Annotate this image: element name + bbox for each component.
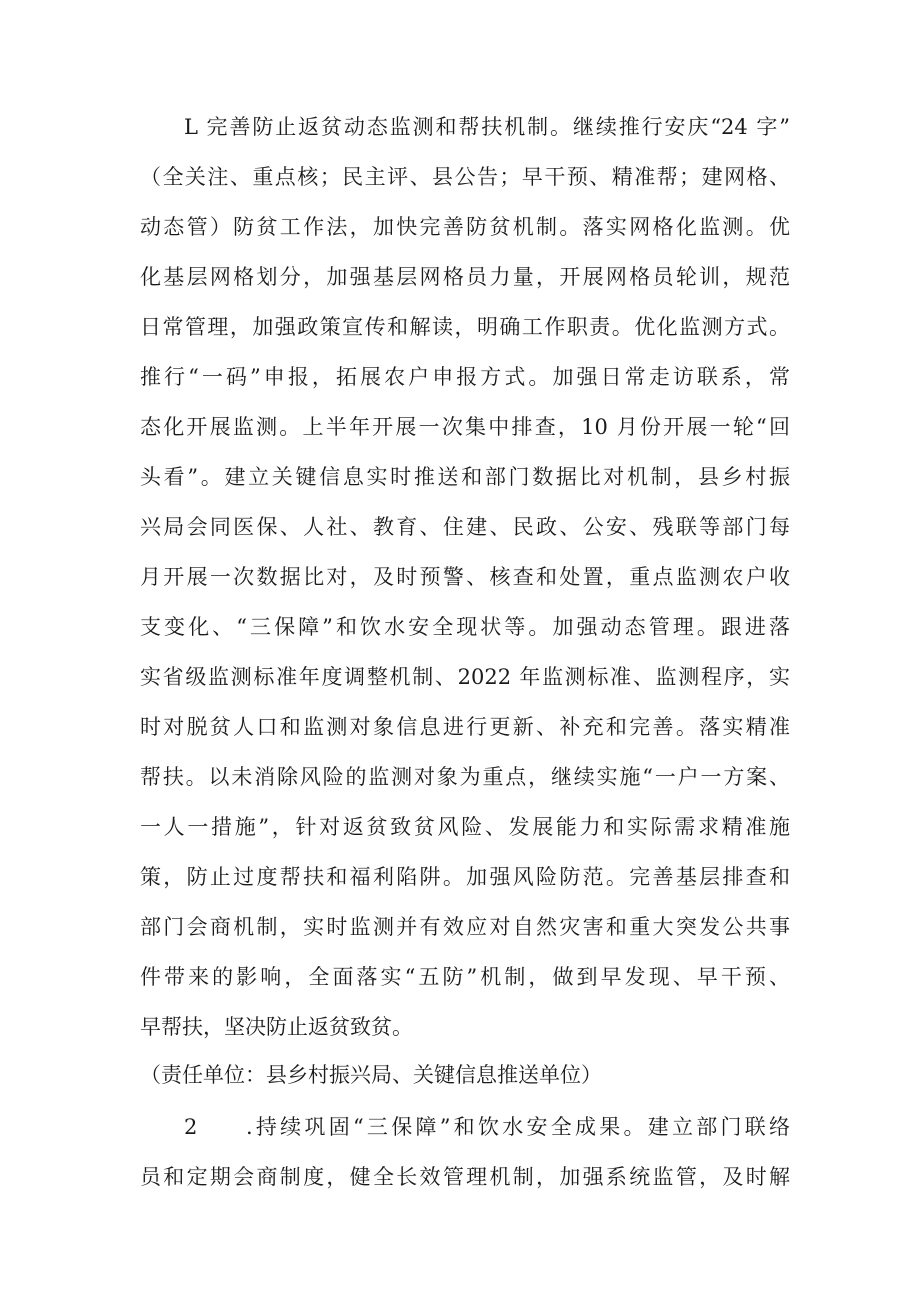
paragraph-1-line-13: 时对脱贫人口和监测对象信息进行更新、补充和完善。落实精准: [140, 715, 790, 739]
paragraph-1-line-18: 件带来的影响，全面落实“五防”机制，做到早发现、早干预、: [140, 965, 790, 989]
paragraph-1-line-11: 支变化、“三保障”和饮水安全现状等。加强动态管理。跟进落: [140, 615, 790, 639]
paragraph-2-line-1: [184, 1112, 790, 1142]
paragraph-2-number: 2: [184, 1115, 198, 1139]
paragraph-1-line-16: 策，防止过度帮扶和福利陷阱。加强风险防范。完善基层排查和: [140, 865, 790, 889]
responsible-unit: （责任单位：县乡村振兴局、关键信息推送单位）: [140, 1063, 602, 1087]
paragraph-1-line-6: 推行“一码”申报，拓展农户申报方式。加强日常走访联系，常: [140, 365, 790, 389]
paragraph-1-line-9: 兴局会同医保、人社、教育、住建、民政、公安、残联等部门每: [140, 515, 790, 539]
paragraph-1-line-1: L 完善防止返贫动态监测和帮扶机制。继续推行安庆“24 字”: [184, 115, 790, 139]
paragraph-1-line-14: 帮扶。以未消除风险的监测对象为重点，继续实施“一户一方案、: [140, 765, 790, 789]
paragraph-1-line-17: 部门会商机制，实时监测并有效应对自然灾害和重大突发公共事: [140, 915, 790, 939]
paragraph-1-line-8: 头看”。建立关键信息实时推送和部门数据比对机制，县乡村振: [140, 465, 790, 489]
paragraph-1-line-12: 实省级监测标准年度调整机制、2022 年监测标准、监测程序，实: [140, 665, 790, 689]
paragraph-1-line-7: 态化开展监测。上半年开展一次集中排查，10 月份开展一轮“回: [140, 415, 790, 439]
paragraph-1-line-15: 一人一措施”，针对返贫致贫风险、发展能力和实际需求精准施: [140, 815, 790, 839]
paragraph-1-line-10: 月开展一次数据比对，及时预警、核查和处置，重点监测农户收: [140, 565, 790, 589]
paragraph-1-line-5: 日常管理，加强政策宣传和解读，明确工作职责。优化监测方式。: [140, 315, 790, 339]
paragraph-1-line-3: 动态管）防贫工作法，加快完善防贫机制。落实网格化监测。优: [140, 215, 790, 239]
paragraph-2-line-2: 员和定期会商制度，健全长效管理机制，加强系统监管，及时解: [140, 1165, 790, 1189]
paragraph-2-first-line-text: .持续巩固“三保障”和饮水安全成果。建立部门联络: [246, 1115, 790, 1139]
paragraph-1-line-2: （全关注、重点核；民主评、县公告；早干预、精准帮；建网格、: [140, 165, 790, 189]
paragraph-1-line-4: 化基层网格划分，加强基层网格员力量，开展网格员轮训，规范: [140, 265, 790, 289]
paragraph-1-line-19: 早帮扶，坚决防止返贫致贫。: [140, 1015, 413, 1039]
